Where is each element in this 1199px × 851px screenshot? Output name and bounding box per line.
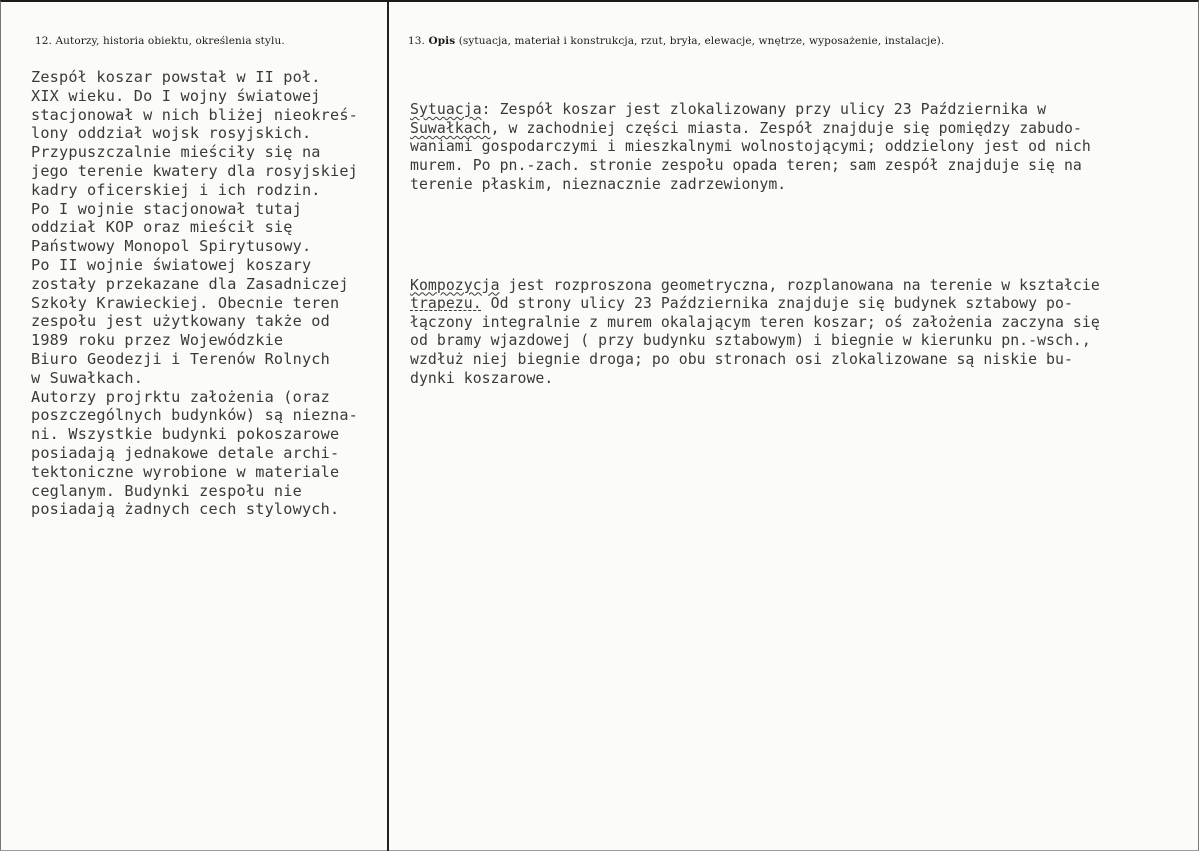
composition-text-2: Od strony ulicy 23 Października znajduje się budynek sztabowy po- łączony integralnie z murem okalającym teren koszar; oś założenia zaczyna się od bramy wjazdowej ( przy budynku sztabowym) i biegnie w kierunku pn.-wsch., wzdłuż niej biegnie droga; po obu stronach osi zlokalizowane są niskie bu- dynki koszarowe. [410,295,1100,387]
composition-paragraph [410,277,1100,389]
composition-lead-2: trapezu. [410,295,482,313]
section-13-number: 13. [408,35,425,47]
paragraph-gap [410,231,1100,239]
section-12-number: 12. [35,35,52,47]
composition-text: jest rozproszona geometryczna, rozplanowana na terenie w kształcie [508,276,1100,294]
section-12-title: Autorzy, historia obiektu, określenia stylu. [55,35,285,47]
situation-text-2: , w zachodniej części miasta. Zespół znajduje się pomiędzy zabudo- waniami gospodarczymi i mieszkalnymi wolnostojącymi; oddzielony jest od nich murem. Po pn.-zach. stronie zespołu opada teren; sam zespół znajduje się na terenie płaskim, nieznacznie zadrzewionym. [410,119,1091,193]
composition-lead: Kompozycja [410,276,500,294]
section-13-title-rest: (sytuacja, materiał i konstrukcja, rzut, bryła, elewacje, wnętrze, wyposażenie, instalacje). [458,35,945,47]
section-13-title-bold: Opis [428,35,456,47]
section-12-header [35,35,285,47]
situation-lead-2: Suwałkach [410,119,491,137]
situation-lead: Sytuacja [410,101,482,119]
section-13-header [408,35,944,47]
history-text: Zespół koszar powstał w II poł. XIX wieku. Do I wojny światowej stacjonował w nich bliżej nieokreś- lony oddział wojsk rosyjskich. Przypuszczalnie mieściły się na jego terenie kwatery dla rosyjskiej kadry oficerskiej i ich rodzin. Po I wojnie stacjonował tutaj oddział KOP oraz mieścił się Państwowy Monopol Spirytusowy. Po II wojnie światowej koszary zostały przekazane dla Zasadniczej Szkoły Krawieckiej. Obecnie teren zespołu jest użytkowany także od 1989 roku przez Wojewódzkie Biuro Geodezji i Terenów Rolnych w Suwałkach. Autorzy projrktu założenia (oraz poszczególnych budynków) są nieznа- ni. Wszystkie budynki pokoszarowe posiadają jednakowe detale archi- tektoniczne wyrobione w materiale ceglanym. Budynki zespołu nie posiadają żadnych cech stylowych. [31,68,359,519]
column-divider [387,2,389,851]
situation-text: : Zespół koszar jest zlokalizowany przy ulicy 23 Października w [481,101,1047,119]
situation-paragraph [410,101,1100,194]
description-text [410,64,1100,425]
